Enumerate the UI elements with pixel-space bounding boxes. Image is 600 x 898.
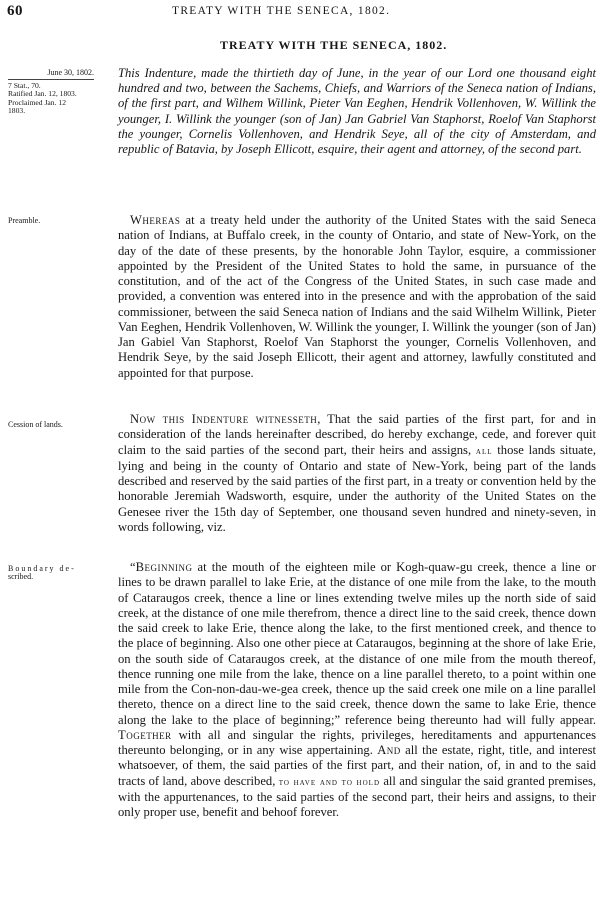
intro-paragraph: This Indenture, made the thirtieth day of June, in the year of our Lord one thousand eight hundred and two, between the Sachems, Chiefs, and Warriors of the Seneca nation of Indians, of the first part, and Wilhem Willink, Pieter Van Eeghen, Hendrik Vollenhoven, W. Willink the younger, I. Willink the younger (son of Jan) Jan Gabriel Van Staphorst, Roelof Van Staphorst the younger, Cornelis Vollenhoven, and Hendrik Seye, all of the city of Amsterdam, and republic of Batavia, by Joseph Ellicott, esquire, their agent and attorney, of the second part. [118,66,596,157]
margin-note-preamble: Preamble. [8,216,41,225]
margin-date-note [8,69,111,115]
margin-note-cession: Cession of lands. [8,420,63,429]
preamble-text: at a treaty held under the authority of the United States with the said Seneca nation of Indians, at Buffalo creek, in the county of Ontario, and state of New-York, on the day of the date of these presents, by the honorable John Taylor, esquire, a commissioner appointed by the President of the United States to hold the same, in pursuance of the constitution, and of the act of the Congress of the United States, in such case made and provided, a convention was entered into in the presence and with the approbation of the said commissioner, between the said Seneca nation of Indians and the said Wilhelm Willink, Pieter Van Eeghen, Hendrik Vollenhoven, W. Willink the younger, I. Willink the younger (son of Jan) Jan Gabiel Van Staphorst, Roelof Van Staphorst the younger, Cornelis Vollenhoven, and Hendrik Seye, by the said Joseph Ellicott, their agent and attorney, lawfully constituted and appointed for that purpose. [118,213,596,380]
running-title: TREATY WITH THE SENECA, 1802. [172,5,391,17]
boundary-text-2: with all and singular the rights, privileges, hereditaments and appurtenances thereunto belonging, or in any wise appertaining. [118,727,596,757]
treaty-date: June 30, 1802. [47,68,94,77]
preamble-paragraph [118,213,596,381]
page-number: 60 [7,3,23,19]
running-header [0,3,600,21]
cession-all: all [475,445,493,457]
date-divider [8,79,94,80]
boundary-and: And [377,743,401,757]
boundary-text-1: at the mouth of the eighteen mile or Kogh-quaw-gu creek, thence a line or lines to be drawn parallel to lake Erie, at the distance of one mile from the lake, to the mouth of Cataraugos creek, thence a line or lines extending twelve miles up the north side of said creek, at the distance of one mile therefrom, thence a direct line to the said creek, thence down the said creek to lake Erie, thence along the lake, to the first mentioned creek, and thence to the place of beginning. Also one other piece at Cataraugos, beginning at the shore of lake Erie, on the south side of Cataraugos creek, at the distance of one mile from the mouth thereof, thence running one mile from the lake, thence on a line parallel thereto, to a point within one mile from the Con-non-dau-we-gea creek, thence up the said creek one mile on a line parallel thereto, thence on a direct line to the said creek, thence down the same to lake Erie, thence along the lake to the place of beginning;” reference being thereunto had will fully appear. [118,560,596,727]
cession-lead: Now this Indenture witnesseth, [130,412,321,426]
cession-paragraph [118,412,596,535]
proclaimed-line: Proclaimed Jan. 12 [8,97,66,107]
preamble-lead: Whereas [130,213,181,227]
boundary-lead: Beginning [135,560,193,574]
treaty-title: TREATY WITH THE SENECA, 1802. [220,38,448,52]
cession-text-1: That the said parties of the first part, for and in consideration of the lands hereinafter described, do hereby exchange, cede, and forever quit claim to the said parties of the second part, their heirs and assigns, [118,412,596,457]
boundary-to-have: to have and to hold [278,776,380,788]
boundary-open-quote: “ [130,560,136,574]
proclaimed-year: 1803. [8,105,26,115]
boundary-text-4: all and singular the said granted premises, with the appurtenances, to the said parties of the second part, their heirs and assigns, to their only proper use, benefit and behoof forever. [118,773,596,819]
boundary-together: Together [118,727,172,742]
boundary-note-line-2: scribed. [8,572,34,582]
boundary-note-line-1: Boundary de- [8,564,76,573]
boundary-paragraph [118,560,596,820]
statute-reference: 7 Stat., 70. [8,81,41,91]
ratification-notes [8,82,111,115]
cession-text-2: those lands situate, lying and being in the county of Ontario and state of New-York, being part of the lands described and reserved by the said parties of the first part, in a treaty or convention held by the honorable Jeremiah Wadsworth, esquire, under the authority of the United States on the Genesee river the 15th day of September, one thousand seven hundred and ninety-seven, in words following, viz. [118,442,597,534]
margin-note-boundary [8,565,108,581]
boundary-text-3: all the estate, right, title, and interest whatsoever, of them, the said parties of the first part, and their nation, of, in and to the said tracts of land, above described, [118,743,596,788]
ratified-line: Ratified Jan. 12, 1803. [8,89,77,99]
